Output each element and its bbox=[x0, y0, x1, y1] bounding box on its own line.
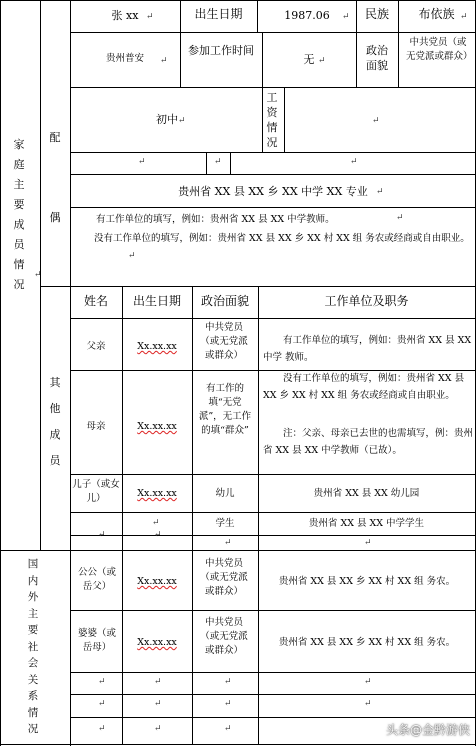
return-mark: ↵ bbox=[154, 530, 162, 540]
birth-date-value: 1987.06 bbox=[284, 9, 330, 22]
child-work: 贵州省 XX 县 XX 幼儿园 bbox=[313, 488, 420, 499]
return-mark: ↵ bbox=[146, 12, 154, 22]
return-mark: ↵ bbox=[160, 56, 168, 66]
education-value: 初中 bbox=[156, 113, 178, 126]
return-mark: ↵ bbox=[460, 12, 468, 22]
watermark: 头条@金黔游侠 bbox=[385, 723, 470, 737]
child-birth: Xx.xx.xx bbox=[137, 488, 177, 499]
column-politics: 政治面貌 bbox=[200, 294, 249, 308]
return-mark: ↵ bbox=[396, 213, 404, 223]
student-work: 贵州省 XX 县 XX 中学学生 bbox=[308, 518, 425, 529]
return-mark: ↵ bbox=[318, 56, 326, 66]
father-in-law-birth: Xx.xx.xx bbox=[137, 576, 177, 587]
birth-date-label: 出生日期 bbox=[194, 7, 243, 21]
return-mark: ↵ bbox=[154, 724, 162, 734]
return-mark: ↵ bbox=[376, 187, 384, 197]
return-mark: ↵ bbox=[98, 724, 106, 734]
return-mark: ↵ bbox=[178, 116, 186, 126]
spouse-name: 张 xx bbox=[111, 9, 139, 22]
father-in-law-name: 公公（或岳父） bbox=[77, 567, 116, 592]
origin-value: 贵州普安 bbox=[105, 53, 144, 64]
return-mark: ↵ bbox=[98, 699, 106, 709]
mother-in-law-politics: 中共党员（或无党派或群众） bbox=[200, 617, 248, 656]
family-members-label: 家庭主要成员情况 bbox=[13, 138, 25, 291]
return-mark: ↵ bbox=[364, 699, 372, 709]
return-mark: ↵ bbox=[224, 538, 232, 548]
mother-birth: Xx.xx.xx bbox=[137, 421, 177, 432]
return-mark: ↵ bbox=[128, 251, 136, 261]
ethnicity-value: 布依族 bbox=[418, 7, 455, 21]
return-mark: ↵ bbox=[224, 699, 232, 709]
father-in-law-work: 贵州省 XX 县 XX 乡 XX 村 XX 组 务农。 bbox=[278, 576, 456, 587]
return-mark: ↵ bbox=[224, 677, 232, 687]
spouse-work-unit: 贵州省 XX 县 XX 乡 XX 中学 XX 专业 bbox=[178, 185, 368, 198]
politics-label: 政治面貌 bbox=[366, 44, 388, 72]
return-mark: ↵ bbox=[372, 116, 380, 126]
return-mark: ↵ bbox=[364, 538, 372, 548]
child-politics: 幼儿 bbox=[215, 488, 235, 499]
mother-in-law-name: 婆婆（或岳母） bbox=[77, 628, 116, 653]
return-mark: ↵ bbox=[152, 518, 160, 528]
parents-work-note-2: 没有工作单位的填写，例如：贵州省 XX 县 XX 乡 XX 村 XX 组 务农或经商或自由职业。 bbox=[263, 373, 465, 401]
return-mark: ↵ bbox=[364, 677, 372, 687]
return-mark: ↵ bbox=[154, 699, 162, 709]
ethnicity-label: 民族 bbox=[364, 7, 389, 21]
student-politics: 学生 bbox=[215, 518, 235, 529]
return-mark: ↵ bbox=[98, 530, 106, 540]
other-members-label: 其他成员 bbox=[49, 376, 61, 467]
mother-in-law-work: 贵州省 XX 县 XX 乡 XX 村 XX 组 务农。 bbox=[278, 637, 456, 648]
child-name: 儿子（或女儿） bbox=[72, 479, 120, 504]
parents-work-note-1: 有工作单位的填写，例如：贵州省 XX 县 XX 中学 教师。 bbox=[263, 335, 472, 363]
father-birth: Xx.xx.xx bbox=[137, 341, 177, 352]
return-mark: ↵ bbox=[34, 270, 42, 280]
return-mark: ↵ bbox=[214, 157, 222, 167]
return-mark: ↵ bbox=[98, 677, 106, 687]
social-relations-label: 国内外主要社会关系情况 bbox=[27, 558, 39, 735]
salary-label: 工资情况 bbox=[266, 91, 278, 149]
mother-politics: 有工作的填“无党派”，无工作的填“群众” bbox=[198, 383, 252, 436]
return-mark: ↵ bbox=[224, 724, 232, 734]
column-birth: 出生日期 bbox=[132, 294, 181, 308]
spouse-work-note-1: 有工作单位的填写，例如：贵州省 XX 县 XX 中学教师。 bbox=[96, 214, 335, 225]
return-mark: ↵ bbox=[138, 157, 146, 167]
parents-work-note-3: 注：父亲、母亲已去世的也需填写，例：贵州省 XX 县 XX 中学教师（已故）。 bbox=[263, 428, 474, 456]
mother-name: 母亲 bbox=[86, 421, 106, 432]
father-in-law-politics: 中共党员（或无党派或群众） bbox=[200, 558, 248, 597]
politics-value: 中共党员（或无党派或群众） bbox=[406, 37, 473, 62]
return-mark: ↵ bbox=[154, 677, 162, 687]
spouse-work-note-2: 没有工作单位的填写，例如：贵州省 XX 县 XX 乡 XX 村 XX 组 务农或经商或自由职业。 bbox=[94, 233, 470, 244]
spouse-label: 配偶 bbox=[49, 131, 61, 224]
column-name: 姓名 bbox=[83, 294, 108, 308]
mother-in-law-birth: Xx.xx.xx bbox=[137, 637, 177, 648]
work-start-value: 无 bbox=[303, 53, 315, 66]
column-work: 工作单位及职务 bbox=[324, 294, 409, 308]
father-politics: 中共党员（或无党派或群众） bbox=[200, 322, 248, 361]
work-start-label: 参加工作时间 bbox=[188, 44, 254, 57]
return-mark: ↵ bbox=[350, 157, 358, 167]
return-mark: ↵ bbox=[342, 12, 350, 22]
father-name: 父亲 bbox=[86, 341, 106, 352]
